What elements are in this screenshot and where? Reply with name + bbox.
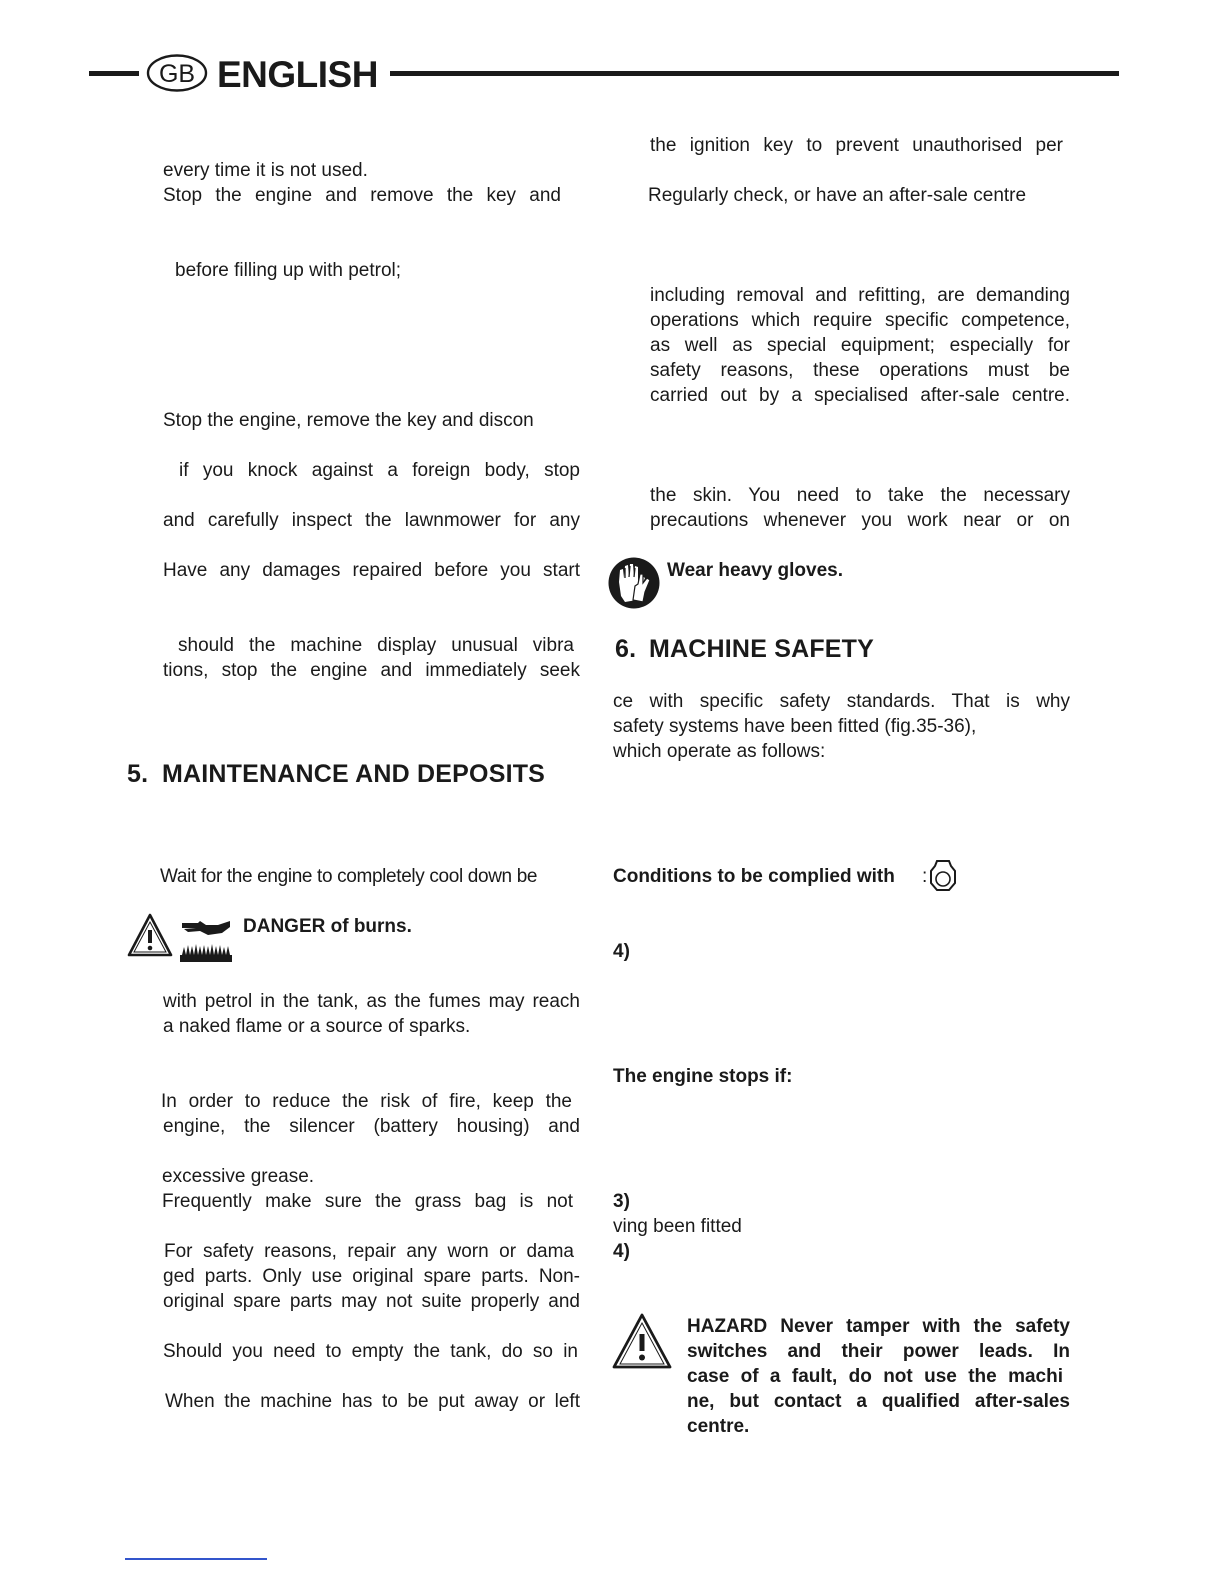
right-line-11: safety systems have been fitted (fig.35-36), [613, 716, 977, 737]
engine-stops-label: The engine stops if: [613, 1066, 793, 1087]
section-5-number: 5. [127, 760, 149, 788]
item-3: 3) [613, 1191, 630, 1212]
left-line-18: ged parts. Only use original spare parts. Non- [163, 1266, 580, 1287]
left-line-11: with petrol in the tank, as the fumes may reach [163, 991, 580, 1012]
hazard-triangle-icon [611, 1312, 673, 1370]
hazard-line-5: centre. [687, 1416, 750, 1437]
conditions-colon: : [922, 866, 928, 887]
right-line-5: as well as special equipment; especially for [650, 335, 1070, 356]
gloves-icon [607, 556, 661, 610]
left-line-6: and carefully inspect the lawnmower for any [163, 510, 580, 531]
right-line-7: carried out by a specialised after-sale centre. [650, 385, 1070, 406]
hazard-line-2: switches and their power leads. In [687, 1341, 1070, 1362]
right-line-4: operations which require specific competence, [650, 310, 1070, 331]
item-4-first: 4) [613, 941, 630, 962]
left-line-14: engine, the silencer (battery housing) and [163, 1116, 580, 1137]
right-line-12: which operate as follows: [613, 741, 826, 762]
left-line-3: before filling up with petrol; [175, 260, 402, 281]
right-line-3: including removal and refitting, are demanding [650, 285, 1070, 306]
right-line-1: the ignition key to prevent unauthorised per [650, 135, 1063, 156]
left-line-7: Have any damages repaired before you start [163, 560, 580, 581]
section-5-title: MAINTENANCE AND DEPOSITS [162, 760, 546, 788]
left-line-12: a naked flame or a source of sparks. [163, 1016, 471, 1037]
warning-triangle-icon [126, 912, 174, 958]
left-line-21: When the machine has to be put away or left [165, 1391, 580, 1412]
left-line-20: Should you need to empty the tank, do so in [163, 1341, 578, 1362]
right-line-8: the skin. You need to take the necessary [650, 485, 1070, 506]
right-line-10: ce with specific safety standards. That is why [613, 691, 1070, 712]
left-line-1: every time it is not used. [163, 160, 368, 181]
gb-badge [145, 53, 209, 93]
left-line-4: Stop the engine, remove the key and discon [163, 410, 534, 431]
danger-burns-text: DANGER of burns. [243, 916, 412, 937]
left-line-13: In order to reduce the risk of fire, keep the [161, 1091, 572, 1112]
right-line-6: safety reasons, these operations must be [650, 360, 1070, 381]
left-line-8: should the machine display unusual vibra [178, 635, 574, 656]
hazard-line-1: HAZARD Never tamper with the safety [687, 1316, 1070, 1337]
left-line-17: For safety reasons, repair any worn or dama [164, 1241, 574, 1262]
left-line-15: excessive grease. [162, 1166, 315, 1187]
conditions-label: Conditions to be complied with [613, 866, 895, 887]
footer-rule [125, 1558, 267, 1560]
header-rule-right [390, 71, 1119, 76]
operator-presence-icon [929, 857, 957, 893]
hazard-line-3: case of a fault, do not use the machi [687, 1366, 1063, 1387]
right-line-2: Regularly check, or have an after-sale centre [648, 185, 1027, 206]
header-rule-left [89, 71, 139, 76]
gb-badge-text: GB [158, 60, 196, 88]
right-line-9: precautions whenever you work near or on [650, 510, 1070, 531]
section-6-title: MACHINE SAFETY [649, 635, 875, 663]
left-line-19: original spare parts may not suite properly and [163, 1291, 580, 1312]
section-6-number: 6. [615, 635, 637, 663]
left-line-16: Frequently make sure the grass bag is not [162, 1191, 573, 1212]
burn-hazard-icon [178, 915, 234, 965]
item-4-second: 4) [613, 1241, 630, 1262]
left-line-9: tions, stop the engine and immediately seek [163, 660, 580, 681]
left-line-10: Wait for the engine to completely cool down be [160, 866, 538, 887]
left-line-2: Stop the engine and remove the key and [163, 185, 561, 206]
right-line-13: ving been fitted [613, 1216, 742, 1237]
language-title: ENGLISH [217, 54, 378, 95]
gloves-text: Wear heavy gloves. [667, 560, 844, 581]
hazard-line-4: ne, but contact a qualified after-sales [687, 1391, 1070, 1412]
left-line-5: if you knock against a foreign body, stop [179, 460, 580, 481]
